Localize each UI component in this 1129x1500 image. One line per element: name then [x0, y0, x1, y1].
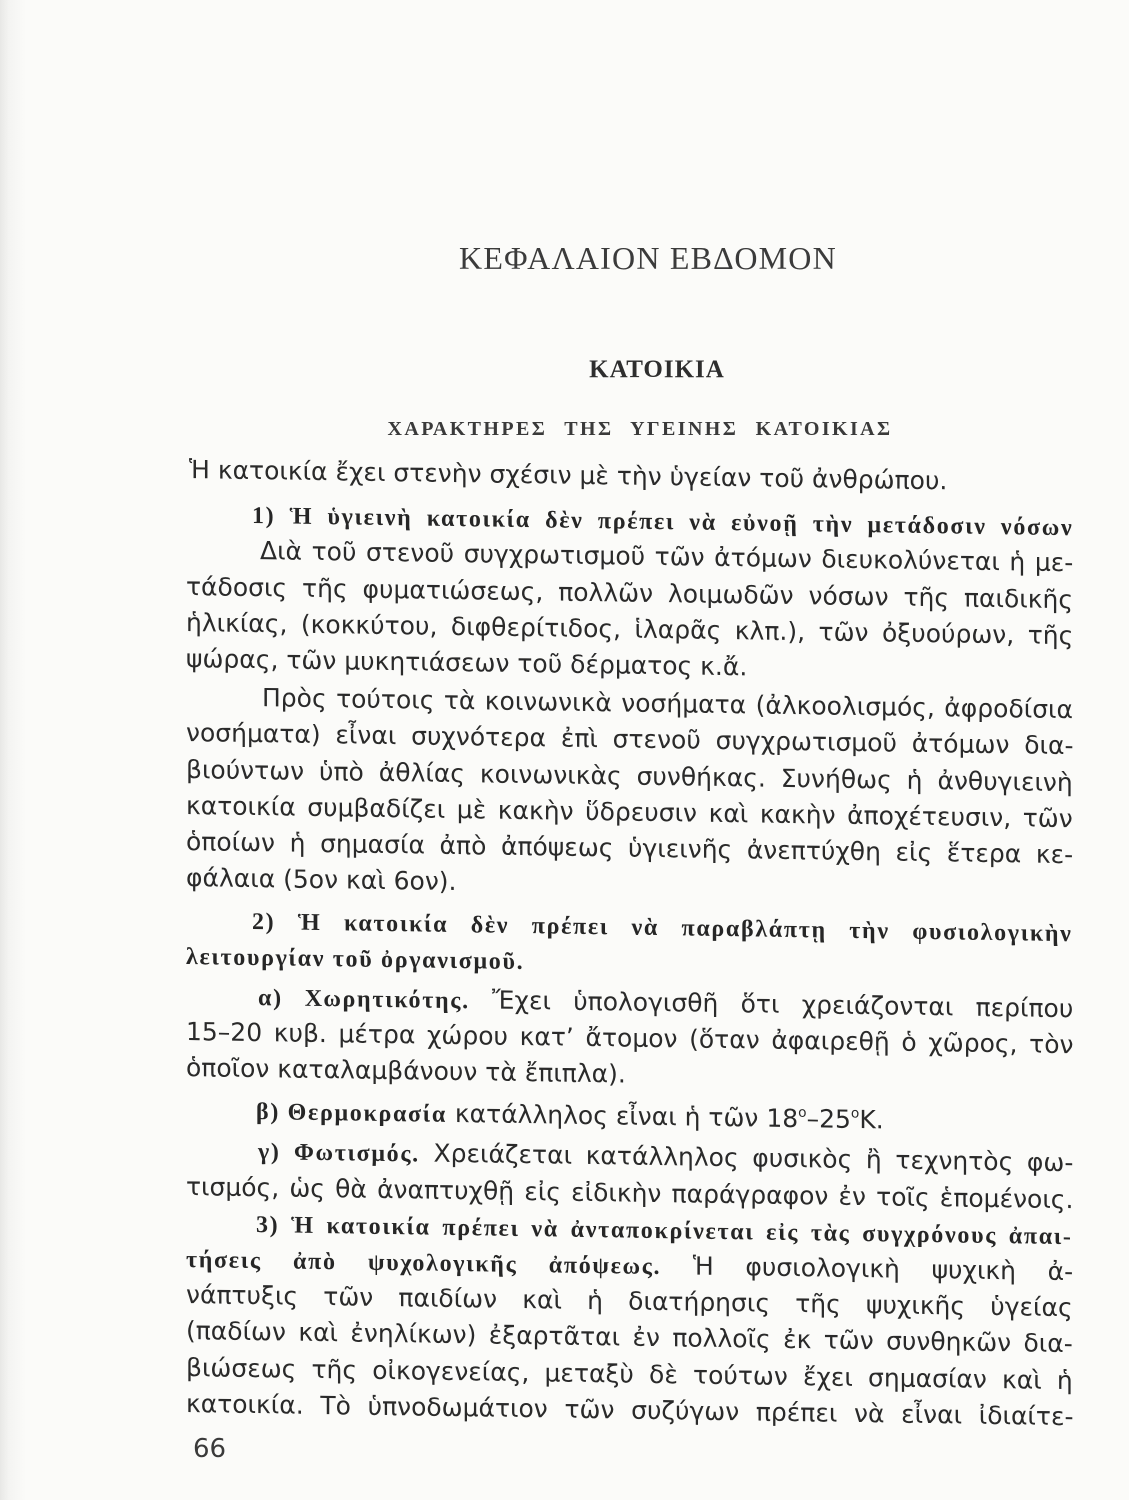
section-heading: ΧΑΡΑΚΤΗΡΕΣ ΤΗΣ ΥΓΕΙΝΗΣ ΚΑΤΟΙΚΙΑΣ [387, 418, 893, 440]
line-text: –25 [806, 1104, 851, 1135]
line-text: νοσήματα) εἶναι συχνότερα ἐπὶ στενοῦ συγχρωτισμοῦ ἀτόμων δια- [186, 718, 1074, 761]
bold-label: γ) Φωτισμός. [258, 1139, 420, 1168]
chapter-subject: ΚΑΤΟΙΚΙΑ [589, 356, 725, 383]
line-content [186, 938, 524, 980]
bold-label: β) Θερμοκρασία [256, 1099, 447, 1129]
line-text: Ἡ φυσιολογικὴ ψυχικὴ ἀ- [661, 1250, 1074, 1287]
line-text: βιώσεως τῆς οἰκογενείας, μεταξὺ δὲ τούτων ἔχει σημασίαν καὶ ἡ [186, 1352, 1073, 1395]
line-text: ὁποίων ἡ σημασία ἀπὸ ἀπόψεως ὑγιεινῆς ἀνεπτύχθη εἰς ἕτερα κε- [186, 826, 1074, 870]
line-text: βιούντων ὑπὸ ἀθλίας κοινωνικὰς συνθήκας. Συνήθως ἡ ἀνθυγιεινὴ [186, 754, 1073, 797]
bold-label: α) Χωρητικότης. [258, 984, 470, 1014]
chapter-title: ΚΕΦΑΛΑΙΟΝ ΕΒΔΟΜΟΝ [459, 240, 837, 276]
line-text: φάλαια (5ον καὶ 6ον). [186, 863, 457, 897]
line-text: Κ. [859, 1105, 884, 1135]
line-text: τάδοσις τῆς φυματιώσεως, πολλῶν λοιμωδῶν νόσων τῆς παιδικῆς [186, 571, 1073, 614]
line-text: Διὰ τοῦ στενοῦ συγχρωτισμοῦ τῶν ἀτόμων διευκολύνεται ἡ με- [260, 536, 1074, 578]
bold-heading: 2) Ἡ κατοικία δὲν πρέπει νὰ παραβλάπτῃ τὴν φυσιολογικὴν [252, 909, 1073, 948]
bold-heading: λειτουργίαν τοῦ ὀργανισμοῦ. [186, 944, 525, 976]
line-text: κατοικία. Τὸ ὑπνοδωμάτιον τῶν συζύγων πρέπει νὰ εἶναι ἰδιαίτε- [186, 1388, 1074, 1431]
bold-heading: 1) Ἡ ὑγιεινὴ κατοικία δὲν πρέπει νὰ εὐνοῇ τὴν μετάδοσιν νόσων [252, 503, 1074, 542]
bold-heading: τήσεις ἀπὸ ψυχολογικῆς ἀπόψεως. [186, 1246, 662, 1280]
line-text: 15–20 κυβ. μέτρα χώρου κατ’ ἄτομον (ὅταν ἀφαιρεθῇ ὁ χῶρος, τὸν [186, 1016, 1074, 1059]
line-text: κατοικία συμβαδίζει μὲ κακὴν ὕδρευσιν καὶ κακὴν ἀποχέτευσιν, τῶν [186, 790, 1073, 833]
text-line [186, 452, 1074, 501]
line-text: Ἡ κατοικία ἔχει στενὴν σχέσιν μὲ τὴν ὑγείαν τοῦ ἀνθρώπου. [189, 455, 948, 496]
line-text: κατάλληλος εἶναι ἡ τῶν 18 [446, 1099, 799, 1134]
line-text: Ἔχει ὑπολογισθῆ ὅτι χρειάζονται περίπου [469, 984, 1074, 1023]
line-content [186, 1050, 626, 1093]
line-text: ἡλικίας, (κοκκύτου, διφθερίτιδος, ἱλαρᾶς κλπ.), τῶν ὀξυούρων, τῆς [186, 607, 1074, 650]
line-text: ὁποῖον καταλαμβάνουν τὰ ἔπιπλα). [186, 1053, 626, 1089]
degree-superscript: ο [850, 1105, 860, 1122]
line-text: τισμός, ὡς θὰ ἀναπτυχθῇ εἰς εἰδικὴν παράγραφον ἐν τοῖς ἑπομένοις. [186, 1171, 1074, 1214]
page-number: 66 [193, 1434, 227, 1464]
line-content [186, 641, 747, 686]
line-content [186, 860, 456, 900]
line-text: νάπτυξις τῶν παιδίων καὶ ἡ διατήρησις τῆς ψυχικῆς ὑγείας [186, 1280, 1073, 1323]
line-text: Χρειάζεται κατάλληλος φυσικὸς ἢ τεχνητὸς φω- [419, 1138, 1074, 1178]
body-text [186, 452, 1074, 1435]
line-content [189, 452, 947, 499]
line-content [256, 1093, 884, 1140]
line-text: (παδίων καὶ ἐνηλίκων) ἐξαρτᾶται ἐν πολλοῖς ἐκ τῶν συνθηκῶν δια- [186, 1316, 1073, 1359]
degree-superscript: ο [798, 1104, 807, 1122]
line-text: Πρὸς τούτοις τὰ κοινωνικὰ νοσήματα (ἀλκοολισμός, ἀφροδίσια [262, 683, 1073, 725]
bold-heading: 3) Ἡ κατοικία πρέπει νὰ ἀνταποκρίνεται εἰς τὰς συγχρόνους ἀπαι- [256, 1211, 1073, 1250]
line-text: ψώρας, τῶν μυκητιάσεων τοῦ δέρματος κ.ἄ. [186, 643, 748, 682]
